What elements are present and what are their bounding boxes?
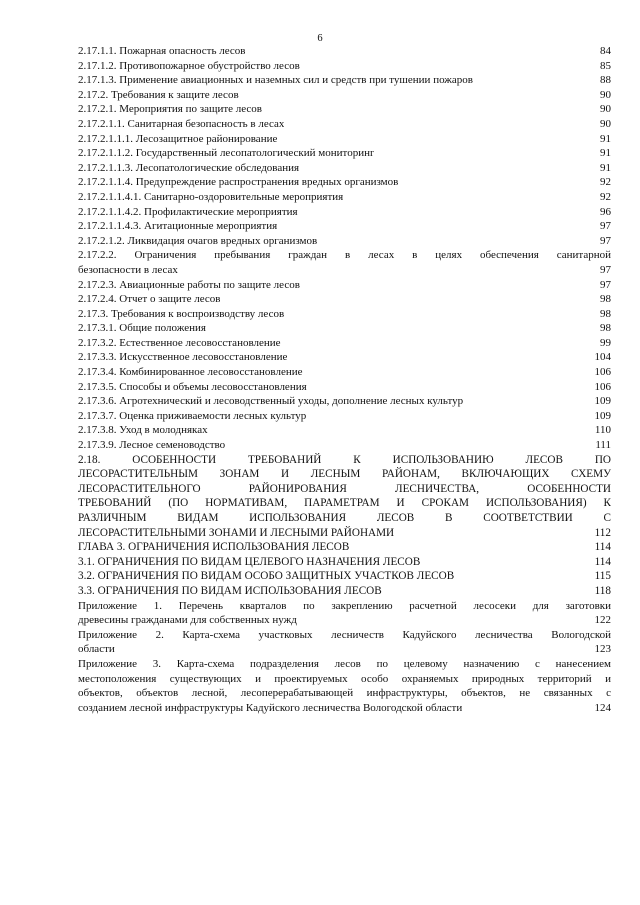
toc-entry-label: 2.17.3.8. Уход в молодняках xyxy=(78,424,208,437)
toc-entry-page: 90 xyxy=(600,117,611,130)
toc-entry-label: 3.3. ОГРАНИЧЕНИЯ ПО ВИДАМ ИСПОЛЬЗОВАНИЯ ЛЕСОВ xyxy=(78,584,382,597)
toc-entry-multiline[interactable] xyxy=(78,248,611,277)
toc-entry-label: 2.17.1.1. Пожарная опасность лесов xyxy=(78,45,246,57)
toc-entry-label: 2.17.2.1.1.4.2. Профилактические мероприятия xyxy=(78,205,298,218)
toc-entry-page: 124 xyxy=(594,701,611,714)
toc-entry-page: 92 xyxy=(600,190,611,203)
toc-entry[interactable] xyxy=(78,102,611,117)
toc-entry-line: ЛЕСОРАСТИТЕЛЬНЫМИ ЗОНАМИ И ЛЕСНЫМИ РАЙОНАМИ xyxy=(78,526,395,539)
toc-entry-label: 2.17.2.1. Мероприятия по защите лесов xyxy=(78,103,262,116)
toc-entry[interactable] xyxy=(78,380,611,395)
toc-entry-line: ЛЕСОРАСТИТЕЛЬНЫМ ЗОНАМ И ЛЕСНЫМ РАЙОНАМ, ВКЛЮЧАЮЩИХ СХЕМУ xyxy=(78,468,611,481)
toc-entry-label: 2.17.3.3. Искусственное лесовосстановление xyxy=(78,351,288,364)
toc-entry-label: 2.17.2.4. Отчет о защите лесов xyxy=(78,293,221,306)
toc-entry-page: 96 xyxy=(600,205,611,218)
toc-entry-label: 2.17.2. Требования к защите лесов xyxy=(78,88,239,101)
toc-entry-line: Приложение 2. Карта-схема участковых лесничеств Кадуйского лесничества Вологодской xyxy=(78,628,611,641)
toc-entry-label: 2.17.2.1.1.3. Лесопатологические обследования xyxy=(78,161,300,174)
toc-entry-line: 2.17.2.2. Ограничения пребывания граждан в лесах в целях обеспечения санитарной xyxy=(78,249,611,262)
toc-entry-label: 2.17.1.2. Противопожарное обустройство лесов xyxy=(78,59,300,72)
toc-entry-page: 90 xyxy=(600,103,611,116)
toc-entry-label: 2.17.3.7. Оценка приживаемости лесных культур xyxy=(78,409,307,422)
toc-entry[interactable] xyxy=(78,584,611,599)
toc-entry-appendix-1[interactable] xyxy=(78,599,611,628)
toc-entry-page: 118 xyxy=(594,584,611,597)
toc-entry-line: области xyxy=(78,643,115,656)
toc-entry-page: 88 xyxy=(600,74,611,87)
toc-entry[interactable] xyxy=(78,555,611,570)
toc-entry-line: ЛЕСОРАСТИТЕЛЬНОГО РАЙОНИРОВАНИЯ ЛЕСНИЧЕСТВА, ОСОБЕННОСТИ xyxy=(78,482,611,495)
toc-entry-page: 109 xyxy=(594,409,611,422)
toc-entry-label: 2.17.3. Требования к воспроизводству лесов xyxy=(78,307,285,320)
toc-entry-label: 2.17.3.2. Естественное лесовосстановление xyxy=(78,336,281,349)
toc-entry-page: 99 xyxy=(600,336,611,349)
toc-entry[interactable] xyxy=(78,540,611,555)
toc-entry[interactable] xyxy=(78,117,611,132)
toc-entry[interactable] xyxy=(78,438,611,453)
toc-entry-label: 2.17.2.1.1.4. Предупреждение распространения вредных организмов xyxy=(78,176,399,189)
toc-entry-page: 123 xyxy=(594,643,611,656)
toc-entry[interactable] xyxy=(78,146,611,161)
toc-entry-label: 2.17.2.1.1.1. Лесозащитное районирование xyxy=(78,132,278,145)
toc-entry-label: ГЛАВА 3. ОГРАНИЧЕНИЯ ИСПОЛЬЗОВАНИЯ ЛЕСОВ xyxy=(78,541,350,554)
toc-entry-label: 2.17.3.6. Агротехнический и лесоводственный уходы, дополнение лесных культур xyxy=(78,395,464,408)
toc-entry-page: 111 xyxy=(595,439,611,452)
toc-entry-page: 98 xyxy=(600,293,611,306)
toc-entry-label: 2.17.2.1.1.2. Государственный лесопатологический мониторинг xyxy=(78,147,375,160)
toc-entry[interactable] xyxy=(78,88,611,103)
toc-entry-page: 97 xyxy=(600,278,611,291)
toc-entry[interactable] xyxy=(78,175,611,190)
page-number: 6 xyxy=(317,33,323,44)
toc-entry-page: 90 xyxy=(600,88,611,101)
toc-entry-page: 115 xyxy=(594,570,611,583)
toc-entry[interactable] xyxy=(78,350,611,365)
toc-entry-page: 109 xyxy=(594,395,611,408)
toc-entry[interactable] xyxy=(78,292,611,307)
toc-entry[interactable] xyxy=(78,336,611,351)
toc-entry[interactable] xyxy=(78,234,611,249)
toc-entry-page: 106 xyxy=(594,380,611,393)
toc-entry-label: 3.2. ОГРАНИЧЕНИЯ ПО ВИДАМ ОСОБО ЗАЩИТНЫХ УЧАСТКОВ ЛЕСОВ xyxy=(78,570,455,583)
toc-entry-page: 91 xyxy=(600,147,611,160)
toc-entry-appendix-3[interactable] xyxy=(78,657,611,715)
toc-entry-label: 2.17.3.1. Общие положения xyxy=(78,322,206,335)
toc-entry-page: 91 xyxy=(600,161,611,174)
toc-entry[interactable] xyxy=(78,394,611,409)
toc-entry-label: 3.1. ОГРАНИЧЕНИЯ ПО ВИДАМ ЦЕЛЕВОГО НАЗНАЧЕНИЯ ЛЕСОВ xyxy=(78,555,421,568)
toc-entry-page: 122 xyxy=(594,614,611,627)
toc-entry-page: 97 xyxy=(600,263,611,276)
toc-entry-page: 84 xyxy=(600,45,611,57)
toc-entry-label: 2.17.2.1.1.4.1. Санитарно-оздоровительные мероприятия xyxy=(78,190,344,203)
toc-entry-page: 114 xyxy=(594,555,611,568)
toc-entry[interactable] xyxy=(78,132,611,147)
toc-entry-page: 104 xyxy=(594,351,611,364)
toc-entry[interactable] xyxy=(78,161,611,176)
toc-entry[interactable] xyxy=(78,59,611,74)
toc-entry[interactable] xyxy=(78,409,611,424)
toc-entry-label: 2.17.2.1.1. Санитарная безопасность в лесах xyxy=(78,117,285,130)
toc-entry-line: ТРЕБОВАНИЙ (ПО НОРМАТИВАМ, ПАРАМЕТРАМ И СРОКАМ ИСПОЛЬЗОВАНИЯ) К xyxy=(78,497,611,510)
toc-entry-label: 2.17.3.4. Комбинированное лесовосстановление xyxy=(78,366,303,379)
toc-entry-label: 2.17.3.5. Способы и объемы лесовосстановления xyxy=(78,380,307,393)
toc-entry-line: древесины гражданами для собственных нужд xyxy=(78,614,297,627)
toc-entry[interactable] xyxy=(78,278,611,293)
toc-entry-page: 97 xyxy=(600,220,611,233)
toc-entry-page: 91 xyxy=(600,132,611,145)
toc-entry-page: 114 xyxy=(594,541,611,554)
toc-entry-line: местоположения существующих и проектируемых особо охраняемых природных территорий и xyxy=(78,672,611,685)
toc-entry-section-2-18[interactable] xyxy=(78,453,611,541)
toc-entry-line: Приложение 3. Карта-схема подразделения лесов по целевому назначению с нанесением xyxy=(78,657,611,670)
toc-entry[interactable] xyxy=(78,365,611,380)
toc-entry-label: 2.17.2.1.2. Ликвидация очагов вредных организмов xyxy=(78,234,318,247)
toc-entry[interactable] xyxy=(78,219,611,234)
toc-entry-appendix-2[interactable] xyxy=(78,628,611,657)
toc-entry-page: 98 xyxy=(600,307,611,320)
toc-entry-line: 2.18. ОСОБЕННОСТИ ТРЕБОВАНИЙ К ИСПОЛЬЗОВАНИЮ ЛЕСОВ ПО xyxy=(78,453,611,466)
toc-entry[interactable] xyxy=(78,321,611,336)
toc-entry-label: 2.17.1.3. Применение авиационных и наземных сил и средств при тушении пожаров xyxy=(78,74,473,87)
toc-entry-label: 2.17.2.1.1.4.3. Агитационные мероприятия xyxy=(78,220,278,233)
toc-entry-page: 85 xyxy=(600,59,611,72)
toc-entry-line: РАЗЛИЧНЫМ ВИДАМ ИСПОЛЬЗОВАНИЯ ЛЕСОВ В СООТВЕТСТВИИ С xyxy=(78,512,611,524)
toc-entry-label: 2.17.3.9. Лесное семеноводство xyxy=(78,439,226,452)
toc-entry-line: безопасности в лесах xyxy=(78,263,178,276)
toc-entry[interactable] xyxy=(78,73,611,88)
toc-entry[interactable] xyxy=(78,205,611,220)
toc-entry-page: 106 xyxy=(594,366,611,379)
toc-entry-page: 112 xyxy=(594,526,611,539)
toc-entry[interactable] xyxy=(78,44,611,59)
toc-entry-page: 92 xyxy=(600,176,611,189)
toc-entry-label: 2.17.2.3. Авиационные работы по защите лесов xyxy=(78,278,300,291)
toc-entry-line: созданием лесной инфраструктуры Кадуйского лесничества Вологодской области xyxy=(78,701,463,714)
toc-entry-page: 97 xyxy=(600,234,611,247)
toc-entry-line: Приложение 1. Перечень кварталов по закреплению расчетной лесосеки для заготовки xyxy=(78,599,611,612)
toc-entry-page: 110 xyxy=(594,424,611,437)
toc-entry[interactable] xyxy=(78,190,611,205)
toc-entry-page: 98 xyxy=(600,322,611,335)
toc-entry[interactable] xyxy=(78,307,611,322)
toc-entry-line: объектов, объектов лесной, лесоперерабатывающей инфраструктуры, объектов, не связанных с xyxy=(78,687,611,700)
toc-entry[interactable] xyxy=(78,569,611,584)
table-of-contents xyxy=(78,44,611,715)
toc-entry[interactable] xyxy=(78,423,611,438)
